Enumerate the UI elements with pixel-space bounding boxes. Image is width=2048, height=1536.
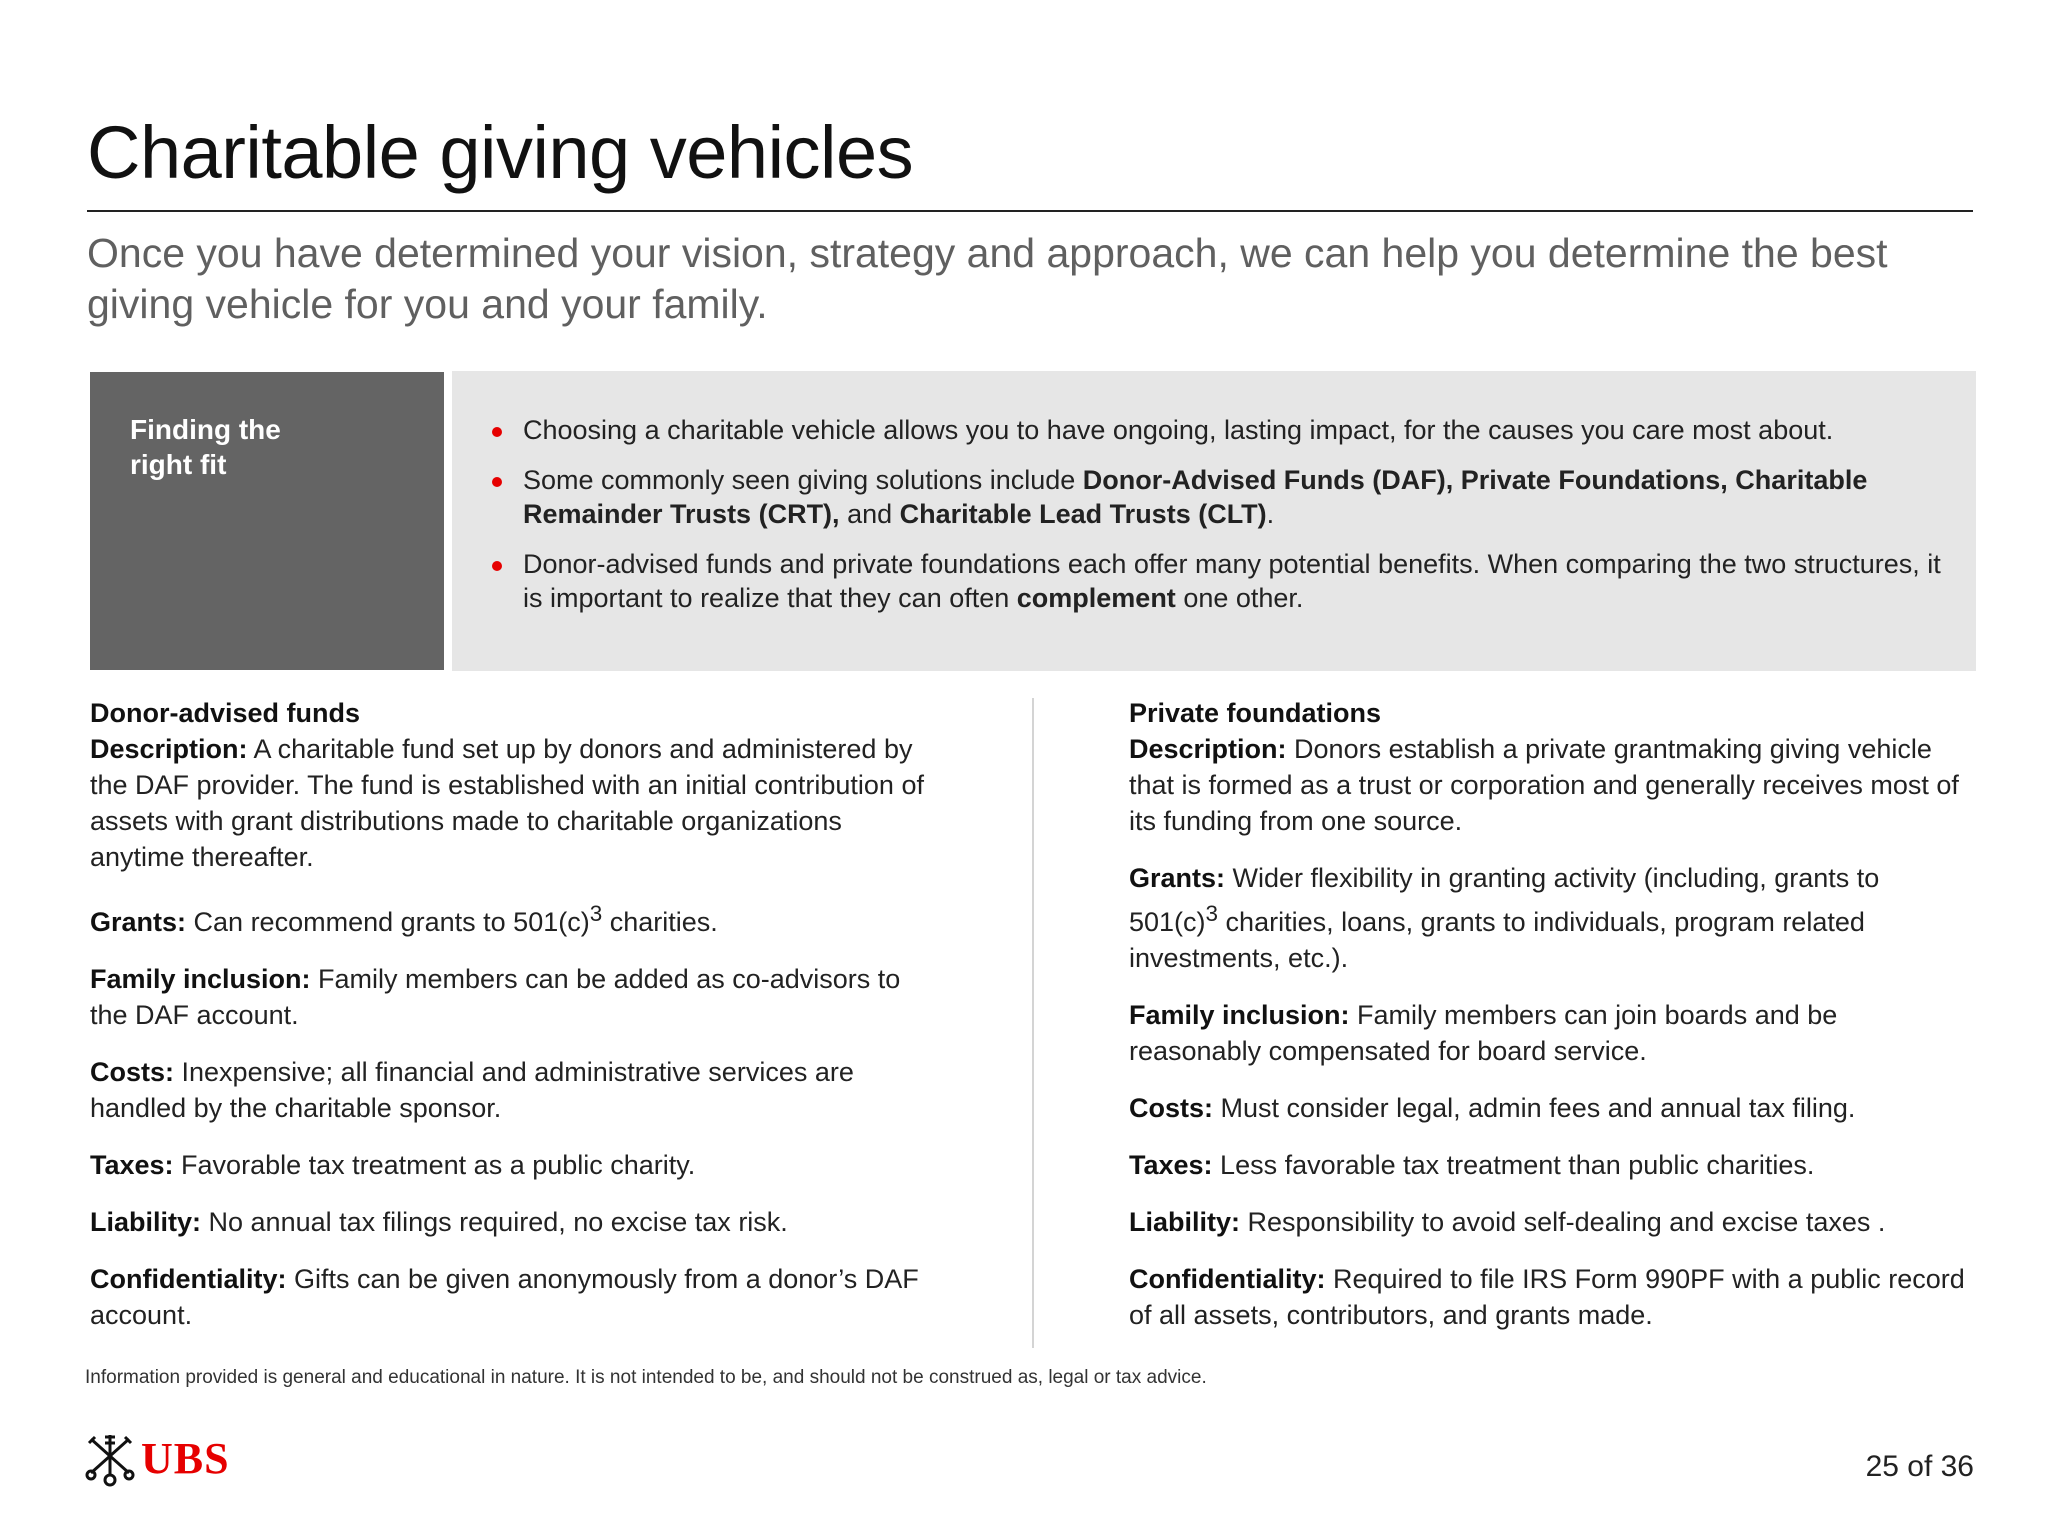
field-value: Wider flexibility in granting activity (including, grants to 501(c) [1129, 863, 1880, 937]
title-rule [87, 210, 1973, 212]
bullet-bold-text: Donor-Advised Funds (DAF), Private Foundations, Charitable Remainder Trusts (CRT), [523, 465, 1868, 529]
field-value: No annual tax filings required, no excise tax risk. [201, 1207, 788, 1237]
bullet-text: Donor-advised funds and private foundations each offer many potential benefits. When comparing the two structures, it is important to realize that they can often [523, 549, 1941, 613]
field-label: Costs: [1129, 1093, 1214, 1123]
bullet-text: one other. [1175, 583, 1304, 613]
daf-costs [90, 1054, 930, 1126]
daf-confidentiality [90, 1261, 930, 1333]
daf-grants [90, 896, 930, 940]
daf-family-inclusion [90, 961, 930, 1033]
disclaimer: Information provided is general and educational in nature. It is not intended to be, and should not be construed as, legal or tax advice. [85, 1367, 1207, 1388]
field-label: Liability: [90, 1207, 202, 1237]
field-label: Costs: [90, 1057, 175, 1087]
pf-family-inclusion [1129, 997, 1969, 1069]
bullet-dot-icon [492, 427, 502, 437]
pf-column [1129, 695, 1969, 1354]
field-value: Family members can be added as co-advisors to the DAF account. [90, 964, 901, 1030]
footnote-marker: 3 [1205, 901, 1219, 926]
page-subtitle: Once you have determined your vision, strategy and approach, we can help you determine the best giving vehicle for you and your family. [87, 230, 1888, 327]
field-value: charities, loans, grants to individuals, program related investments, etc.). [1129, 907, 1865, 973]
field-value: Favorable tax treatment as a public charity. [173, 1150, 696, 1180]
bullet-bold-text: Charitable Lead Trusts (CLT) [899, 499, 1267, 529]
three-keys-icon [85, 1429, 135, 1487]
bullet-bold-text: complement [1016, 583, 1176, 613]
pf-taxes [1129, 1147, 1969, 1183]
field-value: Responsibility to avoid self-dealing and excise taxes . [1240, 1207, 1886, 1237]
column-divider [1032, 698, 1034, 1348]
field-value: Family members can join boards and be reasonably compensated for board service. [1129, 1000, 1838, 1066]
field-value: Can recommend grants to 501(c) [186, 907, 590, 937]
page-title: Charitable giving vehicles [87, 111, 914, 194]
bullet-item [492, 413, 1946, 447]
callout-body [452, 371, 1976, 671]
field-value: A charitable fund set up by donors and administered by the DAF provider. The fund is established with an initial contribution of assets with grant distributions made to charitable organizations anytime thereafter. [90, 734, 924, 872]
pf-description [1129, 731, 1969, 839]
field-label: Family inclusion: [1129, 1000, 1350, 1030]
footnote-marker: 3 [589, 901, 603, 926]
bullet-text: . [1266, 499, 1275, 529]
field-label: Description: [90, 734, 248, 764]
bullet-dot-icon [492, 477, 502, 487]
daf-liability [90, 1204, 930, 1240]
field-label: Confidentiality: [1129, 1264, 1326, 1294]
field-value: Gifts can be given anonymously from a donor’s DAF account. [90, 1264, 919, 1330]
bullet-dot-icon [492, 561, 502, 571]
field-value: Donors establish a private grantmaking giving vehicle that is formed as a trust or corporation and generally receives most of its funding from one source. [1129, 734, 1959, 836]
field-label: Description: [1129, 734, 1287, 764]
page-number: 25 of 36 [1865, 1450, 1974, 1483]
bullet-text: and [839, 499, 900, 529]
daf-description [90, 731, 930, 875]
logo-text: UBS [141, 1433, 230, 1483]
bullet-text: Some commonly seen giving solutions include [523, 465, 1083, 495]
callout-bullet-list [492, 413, 1946, 615]
field-label: Confidentiality: [90, 1264, 287, 1294]
pf-heading: Private foundations [1129, 698, 1382, 728]
daf-heading: Donor-advised funds [90, 698, 361, 728]
field-value: charities. [602, 907, 718, 937]
field-value: Must consider legal, admin fees and annual tax filing. [1213, 1093, 1856, 1123]
field-value: Less favorable tax treatment than public charities. [1212, 1150, 1815, 1180]
daf-taxes [90, 1147, 930, 1183]
bullet-text: Choosing a charitable vehicle allows you to have ongoing, lasting impact, for the causes you care most about. [523, 415, 1834, 445]
field-label: Liability: [1129, 1207, 1241, 1237]
field-label: Grants: [1129, 863, 1226, 893]
callout-label-line-2: right fit [130, 449, 227, 480]
pf-costs [1129, 1090, 1969, 1126]
callout-label-line-1: Finding the [130, 414, 281, 445]
daf-column [90, 695, 930, 1354]
field-label: Grants: [90, 907, 187, 937]
field-label: Taxes: [90, 1150, 174, 1180]
callout-label [90, 372, 444, 670]
pf-grants [1129, 860, 1969, 976]
bullet-item [492, 547, 1946, 615]
pf-liability [1129, 1204, 1969, 1240]
pf-confidentiality [1129, 1261, 1969, 1333]
field-label: Taxes: [1129, 1150, 1213, 1180]
field-value: Inexpensive; all financial and administrative services are handled by the charitable sponsor. [90, 1057, 854, 1123]
bullet-item [492, 463, 1946, 531]
field-value: Required to file IRS Form 990PF with a public record of all assets, contributors, and grants made. [1129, 1264, 1965, 1330]
field-label: Family inclusion: [90, 964, 311, 994]
ubs-logo [85, 1428, 230, 1488]
